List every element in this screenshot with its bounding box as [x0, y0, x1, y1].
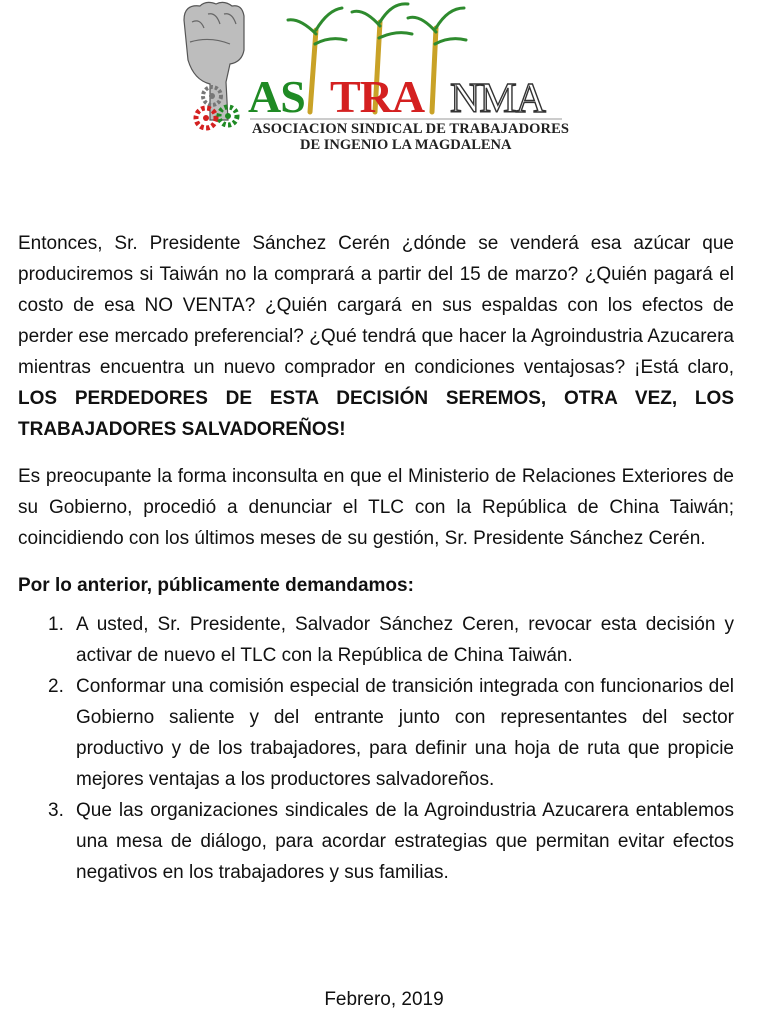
- paragraph-questions: [18, 228, 734, 445]
- raised-fist-icon: [184, 2, 244, 120]
- list-item: [18, 609, 734, 671]
- list-item-text: A usted, Sr. Presidente, Salvador Sánchez Ceren, revocar esta decisión y activar de nuevo el TLC con la República de China Taiwán.: [76, 614, 734, 666]
- demands-list: [18, 609, 734, 888]
- letter-date: Febrero, 2019: [324, 989, 444, 1010]
- list-item-number: 1.: [48, 614, 64, 635]
- list-item-number: 2.: [48, 676, 64, 697]
- demands-heading: Por lo anterior, públicamente demandamos:: [18, 575, 414, 596]
- list-item: [18, 795, 734, 888]
- logo-word-as: AS: [248, 71, 305, 122]
- union-logo: [170, 0, 590, 160]
- logo-subtitle-line2: DE INGENIO LA MAGDALENA: [300, 137, 512, 153]
- logo-subtitle-line1: ASOCIACION SINDICAL DE TRABAJADORES: [252, 121, 570, 137]
- list-item: [18, 671, 734, 795]
- paragraph-questions-text: Entonces, Sr. Presidente Sánchez Cerén ¿dónde se venderá esa azúcar que produciremos si Taiwán no la comprará a partir del 15 de marzo? ¿Quién pagará el costo de esa NO VENTA? ¿Quién cargará en sus espaldas con los efectos de perder ese mercado preferencial? ¿Qué tendrá que hacer la Agroindustria Azucarera mientras encuentra un nuevo comprador en condiciones ventajosas? ¡Está claro,: [18, 233, 734, 378]
- list-item-text: Que las organizaciones sindicales de la Agroindustria Azucarera entablemos una mesa de diálogo, para acordar estrategias que permitan evitar efectos negativos en los trabajadores y sus familias.: [76, 800, 734, 883]
- logo-word-tra: TRA: [330, 71, 425, 122]
- paragraph-concern: Es preocupante la forma inconsulta en que el Ministerio de Relaciones Exteriores de su Gobierno, procedió a denunciar el TLC con la República de China Taiwán; coincidiendo con los últimos meses de su gestión, Sr. Presidente Sánchez Cerén.: [18, 466, 734, 549]
- list-item-text: Conformar una comisión especial de transición integrada con funcionarios del Gobierno saliente y del entrante junto con representantes del sector productivo y de los trabajadores, para definir una hoja de ruta que propicie mejores ventajas a los productores salvadoreños.: [76, 676, 734, 790]
- list-item-number: 3.: [48, 800, 64, 821]
- letter-body: [18, 228, 734, 888]
- paragraph-questions-bold: LOS PERDEDORES DE ESTA DECISIÓN SEREMOS, OTRA VEZ, LOS TRABAJADORES SALVADOREÑOS!: [18, 388, 734, 440]
- logo-word-nma: NMA: [450, 76, 546, 122]
